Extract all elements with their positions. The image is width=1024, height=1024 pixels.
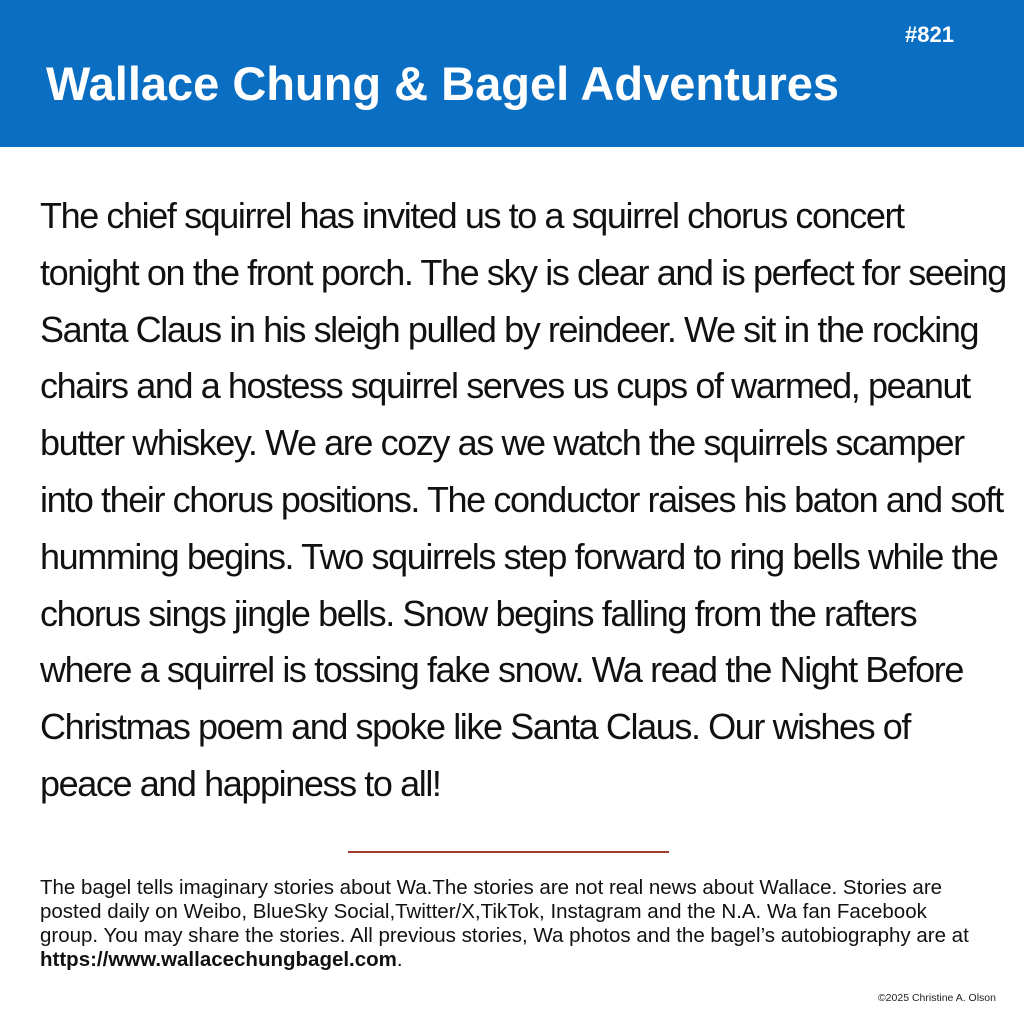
story-text: The chief squirrel has invited us to a squirrel chorus concert tonight on the front porch. The sky is clear and is perfect for seeing Santa Claus in his sleigh pulled by reindeer. We sit in the rocking chairs and a hostess squirrel serves us cups of warmed, peanut butter whiskey. We are cozy as we watch the squirrels scamper into their chorus positions. The conductor raises his baton and soft humming begins. Two squirrels step forward to ring bells while the chorus sings jingle bells. Snow begins falling from the rafters where a squirrel is tossing fake snow. Wa read the Night Before Christmas poem and spoke like Santa Claus. Our wishes of peace and happiness to all! bbox=[40, 195, 1006, 804]
footer-text: The bagel tells imaginary stories about Wa.The stories are not real news about Wallace. Stories are posted daily on Weibo, BlueSky Social,Twitter/X,TikTok, Instagram and the N.A. Wa fan Facebook group. You may share the stories. All previous stories, Wa photos and the bagel’s autobiography are at bbox=[40, 876, 969, 947]
footer-end: . bbox=[396, 948, 403, 971]
page-title: Wallace Chung & Bagel Adventures bbox=[46, 57, 840, 110]
divider-line bbox=[348, 851, 669, 853]
header-banner bbox=[0, 0, 1024, 147]
copyright-notice: ©2025 Christine A. Olson bbox=[877, 992, 996, 1004]
footer-note bbox=[40, 876, 990, 972]
website-link[interactable]: https://www.wallacechungbagel.com bbox=[40, 948, 397, 971]
issue-number: #821 bbox=[905, 22, 954, 47]
